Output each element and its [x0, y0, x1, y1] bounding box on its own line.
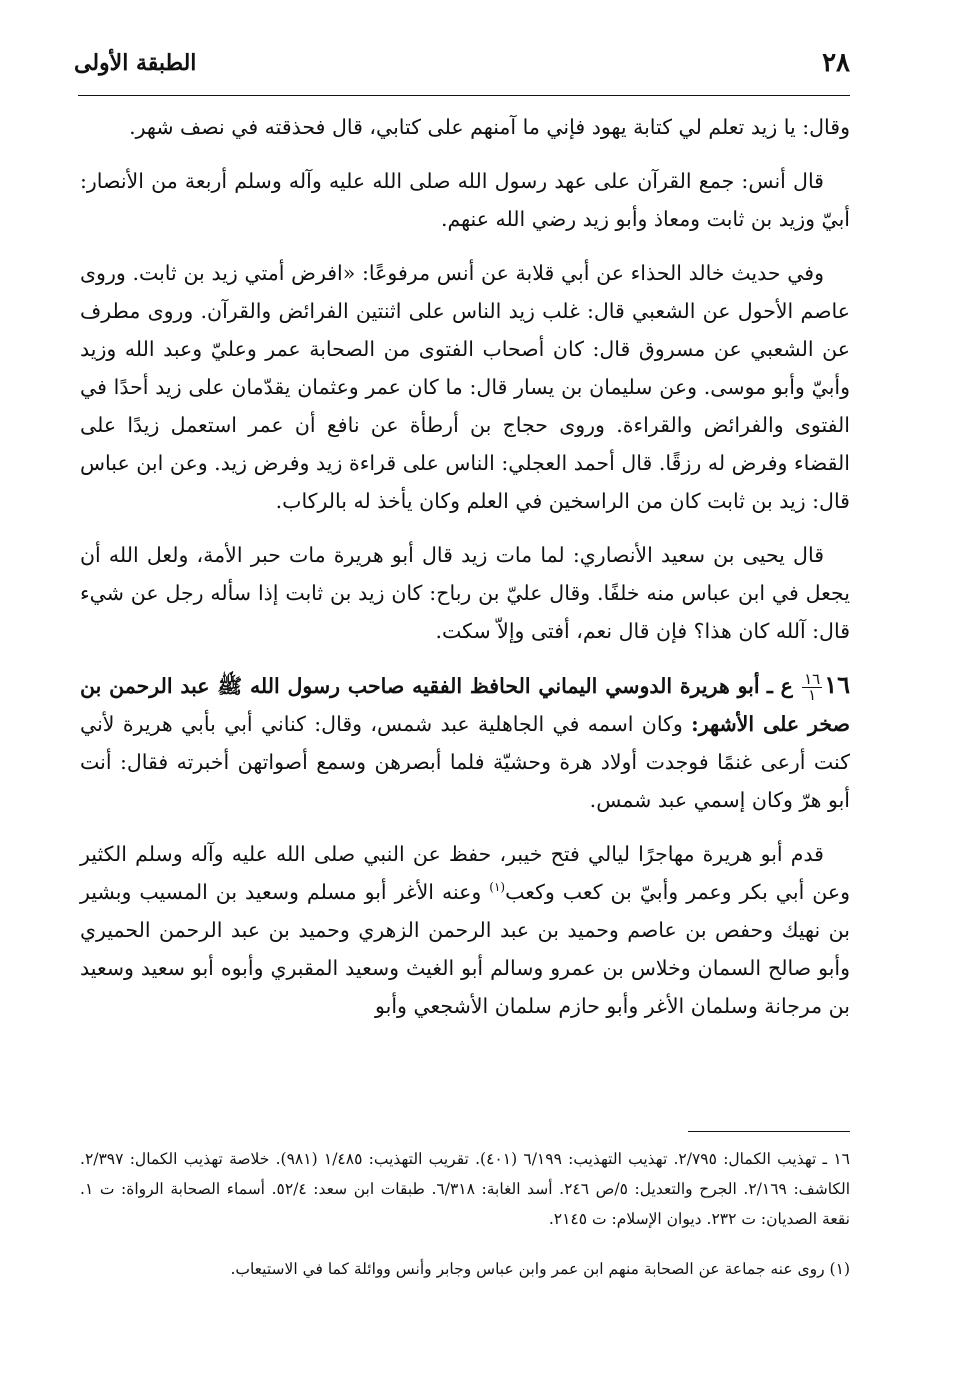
source-references: ١٦ ـ تهذيب الكمال: ٢/٧٩٥. تهذيب التهذيب: ٦/١٩٩ (٤٠١). تقريب التهذيب: ١/٤٨٥ (٩٨١). خلاصة تهذيب الكمال: ٢/٣٩٧. الكاشف: ٢/١٦٩. الجرح والتعديل: ٥/ص ٢٤٦. أسد الغابة: ٦/٣١٨. طبقات ابن سعد: ٥٢/٤. أسماء الصحابة الرواة: ت ١. نقعة الصديان: ت ٢٣٢. ديوان الإسلام: ت ٢١٤٥. [80, 1150, 851, 1228]
entry-number: ١٦ [824, 670, 851, 699]
entry-code: ع ـ [766, 674, 793, 698]
entry-16 [80, 666, 850, 819]
footnote-ref: (١) [489, 880, 506, 895]
fraction-bottom: ١ [808, 686, 817, 704]
page-header [74, 40, 850, 92]
footnote-rule [688, 1131, 850, 1132]
entry-fraction [802, 672, 822, 703]
paragraph-4: قال يحيى بن سعيد الأنصاري: لما مات زيد قال أبو هريرة مات حبر الأمة، ولعل الله أن يجعل في ابن عباس منه خلفًا. وقال عليّ بن رباح: كان زيد بن ثابت إذا سأله رجل عن شيء قال: آلله كان هذا؟ فإن قال نعم، أفتى وإلاّ سكت. [80, 543, 850, 643]
running-title: الطبقة الأولى [74, 50, 197, 76]
paragraph-1: وقال: يا زيد تعلم لي كتابة يهود فإني ما آمنهم على كتابي، قال فحذقته في نصف شهر. [129, 115, 850, 139]
header-rule [78, 95, 850, 96]
paragraph-2: قال أنس: جمع القرآن على عهد رسول الله صلى الله عليه وآله وسلم أربعة من الأنصار: أبيّ وزيد بن ثابت ومعاذ وأبو زيد رضي الله عنهم. [80, 169, 850, 231]
paragraph-5-start: قدم أبو هريرة مهاجرًا ليالي فتح خيبر، حفظ عن النبي صلى الله عليه وآله وسلم الكثير وعن أبي بكر وعمر وأبيّ بن كعب وكعب [80, 842, 850, 904]
page-number: ٢٨ [822, 48, 850, 78]
footnote-1: (١) روى عنه جماعة عن الصحابة منهم ابن عمر وابن عباس وجابر وأنس ووائلة كما في الاستيعاب. [230, 1260, 850, 1278]
entry-text: وكان اسمه في الجاهلية عبد شمس، وقال: كناني أبي بأبي هريرة لأني كنت أرعى غنمًا فوجدت أولاد هرة وحشيّة فلما أبصرهن وسمع أصواتهن أخبرته فقال: أنت أبو هرّ وكان إسمي عبد شمس. [80, 712, 850, 812]
entry-title: أبو هريرة الدوسي اليماني الحافظ الفقيه صاحب رسول الله ﷺ عبد الرحمن بن صخر على الأشهر: [80, 674, 850, 736]
paragraph-5-end: وعنه الأغر أبو مسلم وسعيد بن المسيب وبشير بن نهيك وحفص بن عاصم وحميد بن عبد الرحمن الزهري وحميد بن عبد الرحمن الحميري وأبو صالح السمان وخلاس بن عمرو وسالم أبو الغيث وسعيد المقبري وأبوه أبو سعيد وسعيد بن مرجانة وسلمان الأغر وأبو حازم سلمان الأشجعي وأبو [80, 880, 850, 1018]
main-text [80, 108, 850, 1041]
paragraph-3: وفي حديث خالد الحذاء عن أبي قلابة عن أنس مرفوعًا: «افرض أمتي زيد بن ثابت. وروى عاصم الأحول عن الشعبي قال: غلب زيد الناس على اثنتين الفرائض والقرآن. وروى مطرف عن الشعبي عن مسروق قال: كان أصحاب الفتوى من الصحابة عمر وعليّ وعبد الله وزيد وأبيّ وأبو موسى. وعن سليمان بن يسار قال: ما كان عمر وعثمان يقدّمان على زيد أحدًا في الفتوى والفرائض والقراءة. وروى حجاج بن أرطأة عن نافع أن عمر استعمل زيدًا على القضاء وفرض له رزقًا. قال أحمد العجلي: الناس على قراءة زيد وفرض زيد. وعن ابن عباس قال: زيد بن ثابت كان من الراسخين في العلم وكان يأخذ له بالركاب. [80, 261, 850, 513]
notes [80, 1144, 850, 1284]
paragraph-5 [80, 835, 850, 1025]
fraction-top: ١٦ [804, 670, 821, 688]
